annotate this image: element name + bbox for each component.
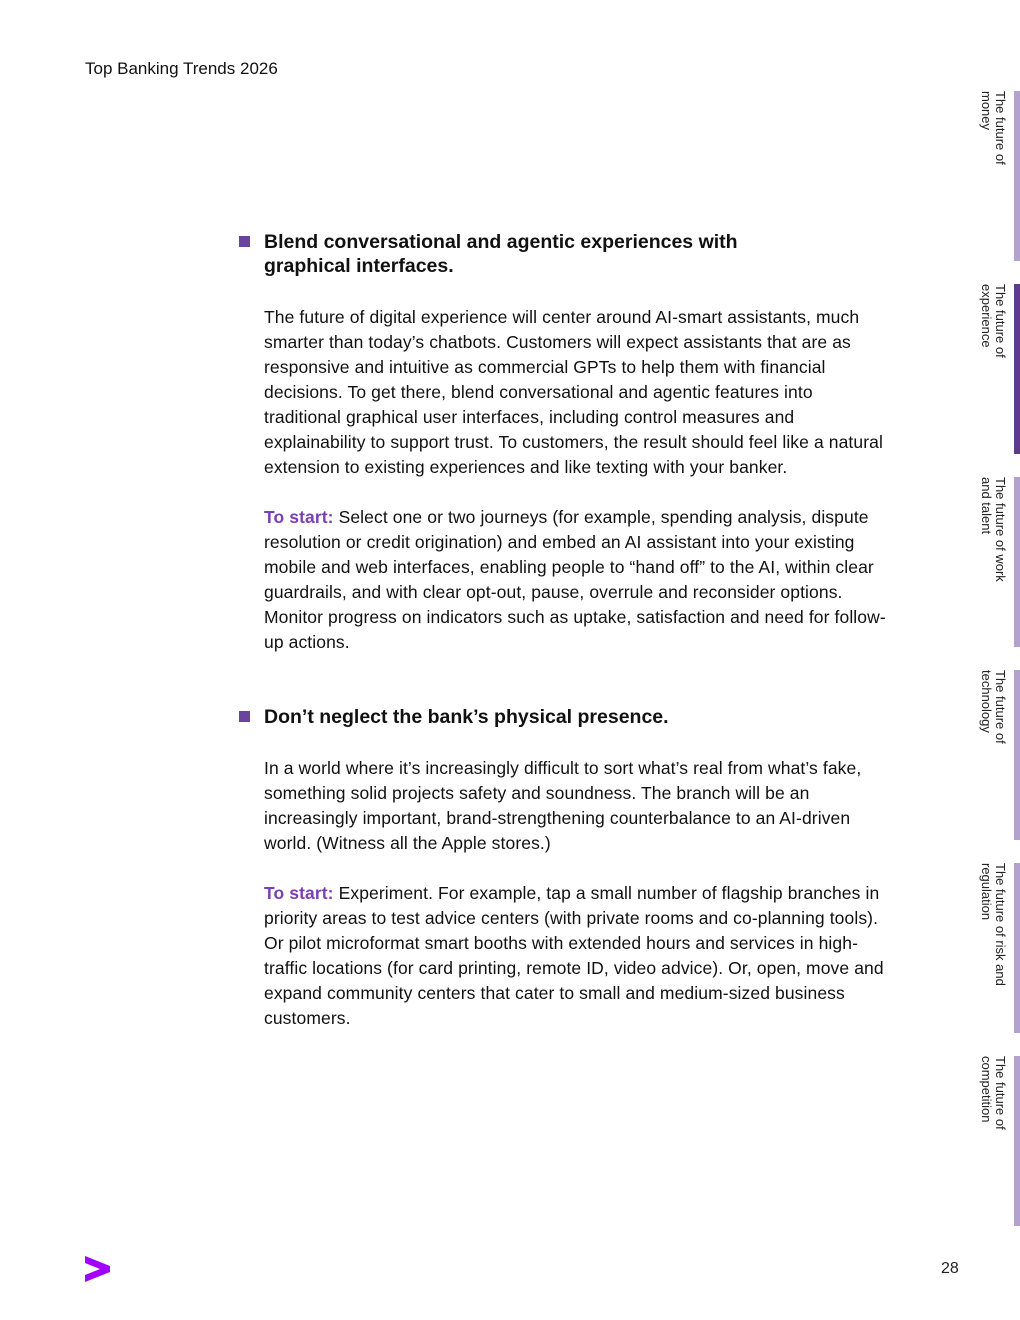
section-body: In a world where it’s increasingly difficult to sort what’s real from what’s fake, something solid projects safety and soundness. The branch will be an increasingly important, brand-strengthening counterbalance to an AI-driven world. (Witness all the Apple stores.)	[264, 758, 862, 853]
side-tab-label: The future of work and talent	[979, 477, 1008, 582]
tab-bar	[1014, 863, 1020, 1033]
side-tab-label: The future of risk and regulation	[979, 863, 1008, 986]
accenture-logo-icon	[85, 1256, 111, 1282]
section-conversational	[264, 230, 904, 655]
side-tab-money[interactable]	[975, 91, 1020, 261]
section-heading: Blend conversational and agentic experiences with graphical interfaces.	[264, 231, 738, 277]
section-heading: Don’t neglect the bank’s physical presence.	[264, 706, 669, 728]
side-tab-label: The future of money	[979, 91, 1008, 165]
to-start-text: Select one or two journeys (for example, spending analysis, dispute resolution or credit origination) and embed an AI assistant into your existing mobile and web interfaces, enabling people to “hand off” to the AI, within clear guardrails, and with clear opt-out, pause, overrule and reconsider options. Monitor progress on indicators such as uptake, satisfaction and need for follow-up actions.	[264, 507, 886, 652]
side-tab-risk-regulation[interactable]	[975, 863, 1020, 1033]
side-tab-technology[interactable]	[975, 670, 1020, 840]
tab-bar	[1014, 284, 1020, 454]
side-tab-experience[interactable]	[975, 284, 1020, 454]
side-tab-competition[interactable]	[975, 1056, 1020, 1226]
square-bullet-icon	[239, 711, 250, 722]
to-start-label: To start:	[264, 507, 334, 527]
tab-bar	[1014, 91, 1020, 261]
section-body: The future of digital experience will center around AI-smart assistants, much smarter than today’s chatbots. Customers will expect assistants that are as responsive and intuitive as commercial GPTs to help them with financial decisions. To get there, blend conversational and agentic features into traditional graphical user interfaces, including control measures and explainability to support trust. To customers, the result should feel like a natural extension to existing experiences and like texting with your banker.	[264, 307, 883, 477]
document-title: Top Banking Trends 2026	[85, 59, 278, 78]
page-number: 28	[941, 1260, 959, 1277]
tab-bar	[1014, 670, 1020, 840]
to-start-text: Experiment. For example, tap a small number of flagship branches in priority areas to test advice centers (with private rooms and co-planning tools). Or pilot microformat smart booths with extended hours and services in high-traffic locations (for card printing, remote ID, video advice). Or, open, move and expand community centers that cater to small and medium-sized business customers.	[264, 883, 884, 1028]
to-start-paragraph	[264, 881, 896, 1031]
to-start-paragraph	[264, 505, 894, 655]
side-tab-label: The future of experience	[979, 284, 1008, 358]
square-bullet-icon	[239, 236, 250, 247]
main-content	[264, 230, 904, 1031]
side-tab-label: The future of technology	[979, 670, 1008, 744]
to-start-label: To start:	[264, 883, 334, 903]
section-physical-presence	[264, 705, 904, 1031]
tab-bar	[1014, 1056, 1020, 1226]
side-tab-work-talent[interactable]	[975, 477, 1020, 647]
side-tab-label: The future of competition	[979, 1056, 1008, 1130]
tab-bar	[1014, 477, 1020, 647]
